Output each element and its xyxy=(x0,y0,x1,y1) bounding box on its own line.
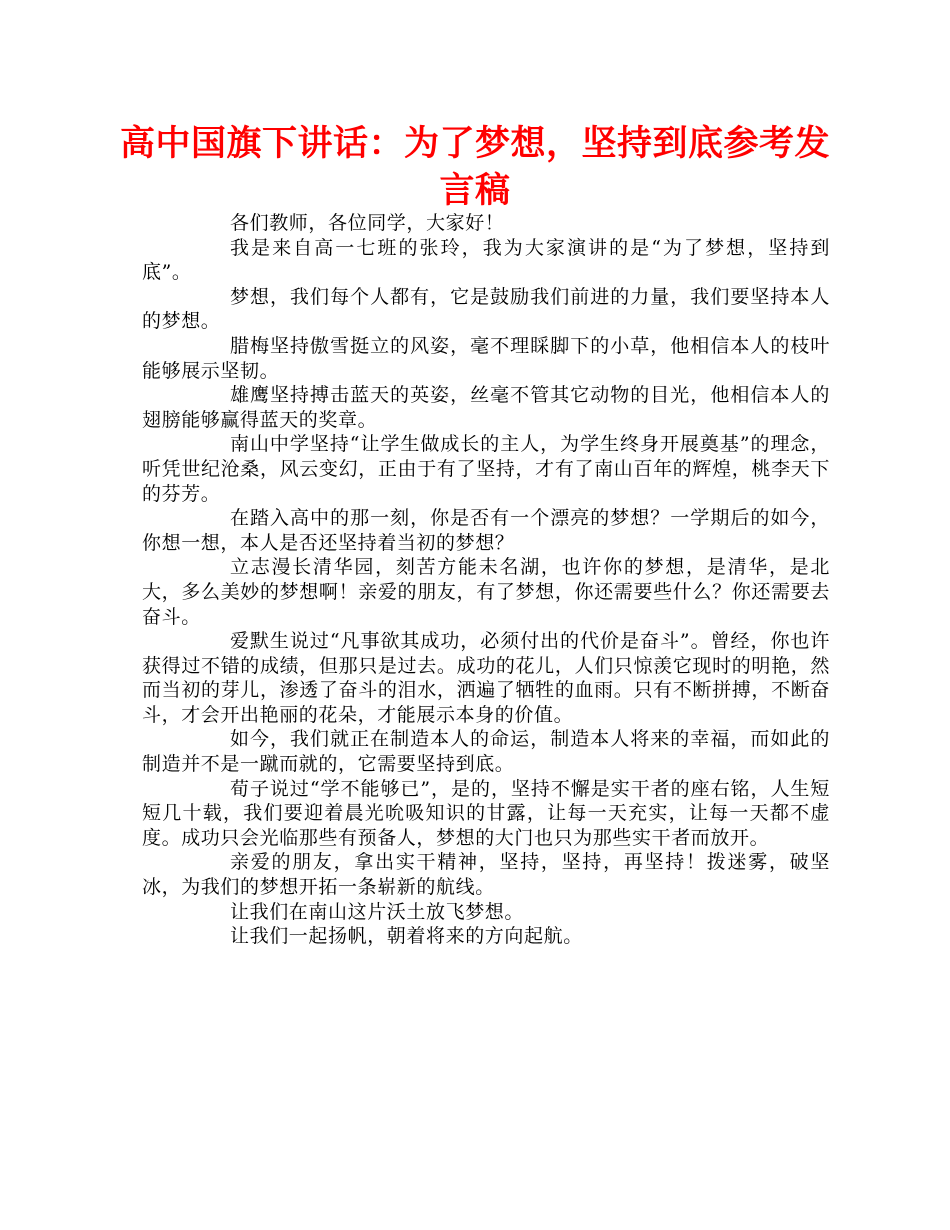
paragraph: 梦想，我们每个人都有，它是鼓励我们前进的力量，我们要坚持本人的梦想。 xyxy=(142,285,830,333)
paragraph-introduction: 我是来自高一七班的张玲，我为大家演讲的是“为了梦想，坚持到底”。 xyxy=(142,236,830,284)
paragraph: 荀子说过“学不能够已”，是的，坚持不懈是实干者的座右铭，人生短短几十载，我们要迎着晨光吮吸知识的甘露，让每一天充实，让每一天都不虚度。成功只会光临那些有预备人，梦想的大门也只为那些实干者而放开。 xyxy=(142,777,830,849)
document-body xyxy=(142,211,830,949)
paragraph: 如今，我们就正在制造本人的命运，制造本人将来的幸福，而如此的制造并不是一蹴而就的，它需要坚持到底。 xyxy=(142,728,830,776)
paragraph: 让我们在南山这片沃土放飞梦想。 xyxy=(230,900,525,923)
document-title: 高中国旗下讲话：为了梦想，坚持到底参考发言稿 xyxy=(120,124,831,211)
paragraph-greeting: 各们教师，各位同学，大家好！ xyxy=(230,212,505,234)
paragraph: 亲爱的朋友，拿出实干精神，坚持，坚持，再坚持！拨迷雾，破坚冰，为我们的梦想开拓一条崭新的航线。 xyxy=(142,851,830,899)
paragraph: 立志漫长清华园，刻苦方能未名湖，也许你的梦想，是清华，是北大，多么美妙的梦想啊！亲爱的朋友，有了梦想，你还需要些什么？你还需要去奋斗。 xyxy=(142,556,830,628)
paragraph: 腊梅坚持傲雪挺立的风姿，毫不理睬脚下的小草，他相信本人的枝叶能够展示坚韧。 xyxy=(142,334,830,382)
paragraph-closing: 让我们一起扬帆，朝着将来的方向起航。 xyxy=(230,925,583,948)
paragraph: 在踏入高中的那一刻，你是否有一个漂亮的梦想？一学期后的如今，你想一想，本人是否还坚持着当初的梦想？ xyxy=(142,507,830,554)
paragraph: 雄鹰坚持搏击蓝天的英姿，丝毫不管其它动物的目光，他相信本人的翅膀能够赢得蓝天的奖章。 xyxy=(142,384,830,431)
paragraph: 南山中学坚持“让学生做成长的主人，为学生终身开展奠基”的理念，听凭世纪沧桑，风云变幻，正由于有了坚持，才有了南山百年的辉煌，桃李天下的芬芳。 xyxy=(142,433,830,505)
paragraph: 爱默生说过“凡事欲其成功，必须付出的代价是奋斗”。曾经，你也许获得过不错的成绩，但那只是过去。成功的花儿，人们只惊羡它现时的明艳，然而当初的芽儿，渗透了奋斗的泪水，洒遍了牺牲的血雨。只有不断拼搏，不断奋斗，才会开出艳丽的花朵，才能展示本身的价值。 xyxy=(142,630,830,726)
